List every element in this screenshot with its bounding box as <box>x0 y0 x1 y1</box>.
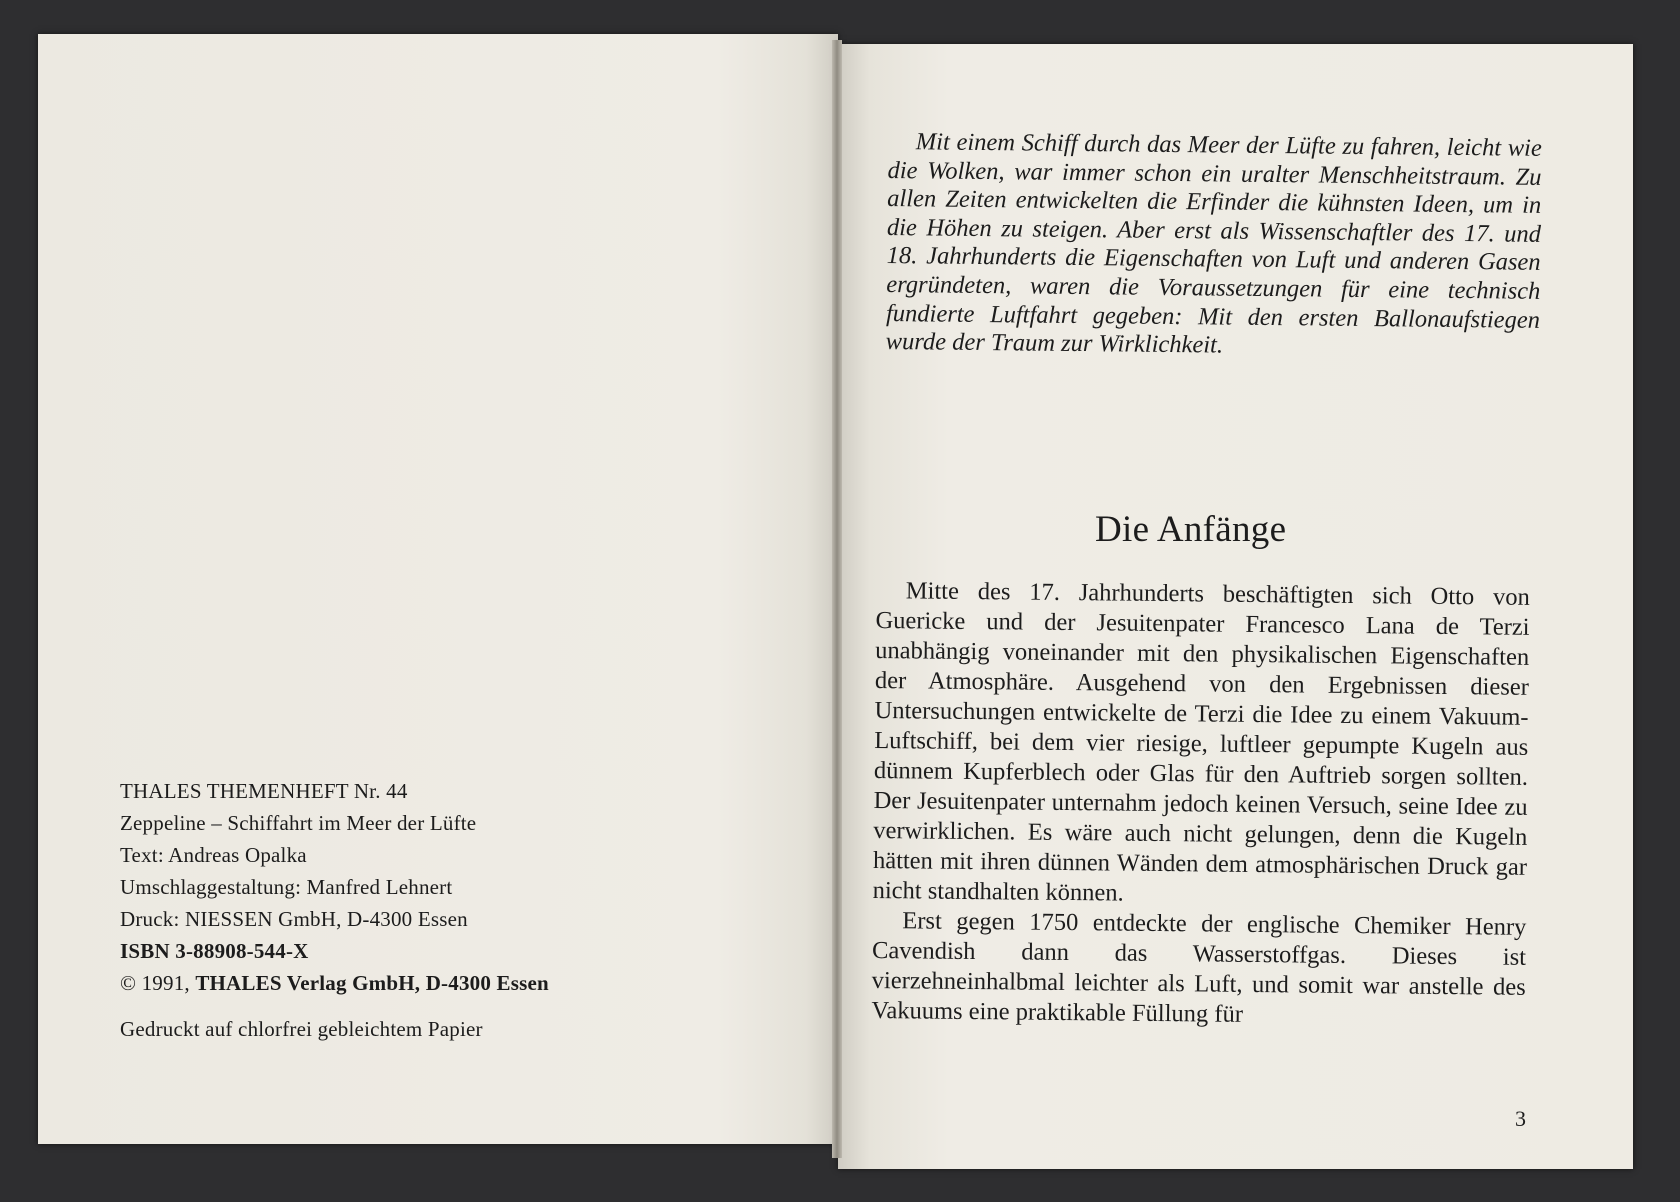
printer-line: Druck: NIESSEN GmbH, D-4300 Essen <box>120 907 468 931</box>
body-text <box>871 576 1530 1033</box>
book-spine <box>832 40 842 1158</box>
colophon <box>120 775 549 1045</box>
copyright-line <box>120 967 549 999</box>
intro-block <box>886 128 1542 364</box>
cover-design-line: Umschlaggestaltung: Manfred Lehnert <box>120 875 453 899</box>
copyright-holder: THALES Verlag GmbH, D-4300 Essen <box>195 971 549 995</box>
section-heading: Die Anfänge <box>1095 509 1287 550</box>
paper-note: Gedruckt auf chlorfrei gebleichtem Papier <box>120 1017 483 1041</box>
title-line: Zeppeline – Schiffahrt im Meer der Lüfte <box>120 811 477 835</box>
isbn-line: ISBN 3-88908-544-X <box>120 939 309 963</box>
body-paragraph-2: Erst gegen 1750 entdeckte der englische Chemiker Henry Cavendish dann das Wasserstoffgas. Dieses ist vierzehneinhalbmal leichter als Luft, und somit war anstelle des Vakuums eine praktikable Füllung für <box>871 907 1527 1028</box>
copyright-year: © 1991, <box>120 971 196 995</box>
page-number: 3 <box>1515 1106 1526 1131</box>
body-paragraph-1: Mitte des 17. Jahrhunderts beschäftigten sich Otto von Guericke und der Jesuitenpater Francesco Lana de Terzi unabhängig voneinander mit den physikalischen Eigenschaften der Atmosphäre. Ausgehend von den Ergebnissen dieser Untersuchungen entwickelte de Terzi die Idee zu einem Vakuum-Luftschiff, bei dem vier riesige, luftleer gepumpte Kugeln aus dünnem Kupferblech oder Glas für den Auftrieb sorgen sollten. Der Jesuitenpater unternahm jedoch keinen Versuch, seine Idee zu verwirklichen. Es wäre auch nicht gelungen, denn die Kugeln hätten mit ihren dünnen Wänden dem atmosphärischen Druck gar nicht standhalten können. <box>872 577 1530 907</box>
intro-paragraph: Mit einem Schiff durch das Meer der Lüfte zu fahren, leicht wie die Wolken, war immer schon ein uralter Menschheitstraum. Zu allen Zeiten entwickelten die Erfinder die kühnsten Ideen, um in die Höhen zu steigen. Aber erst als Wissenschaftler des 17. und 18. Jahrhunderts die Eigenschaften von Luft und anderen Gasen ergründeten, waren die Voraussetzungen für eine technisch fundierte Luftfahrt gegeben: Mit den ersten Ballonaufstiegen wurde der Traum zur Wirklichkeit. <box>885 128 1542 359</box>
author-line: Text: Andreas Opalka <box>120 843 307 867</box>
series-line: THALES THEMENHEFT Nr. 44 <box>120 779 408 803</box>
